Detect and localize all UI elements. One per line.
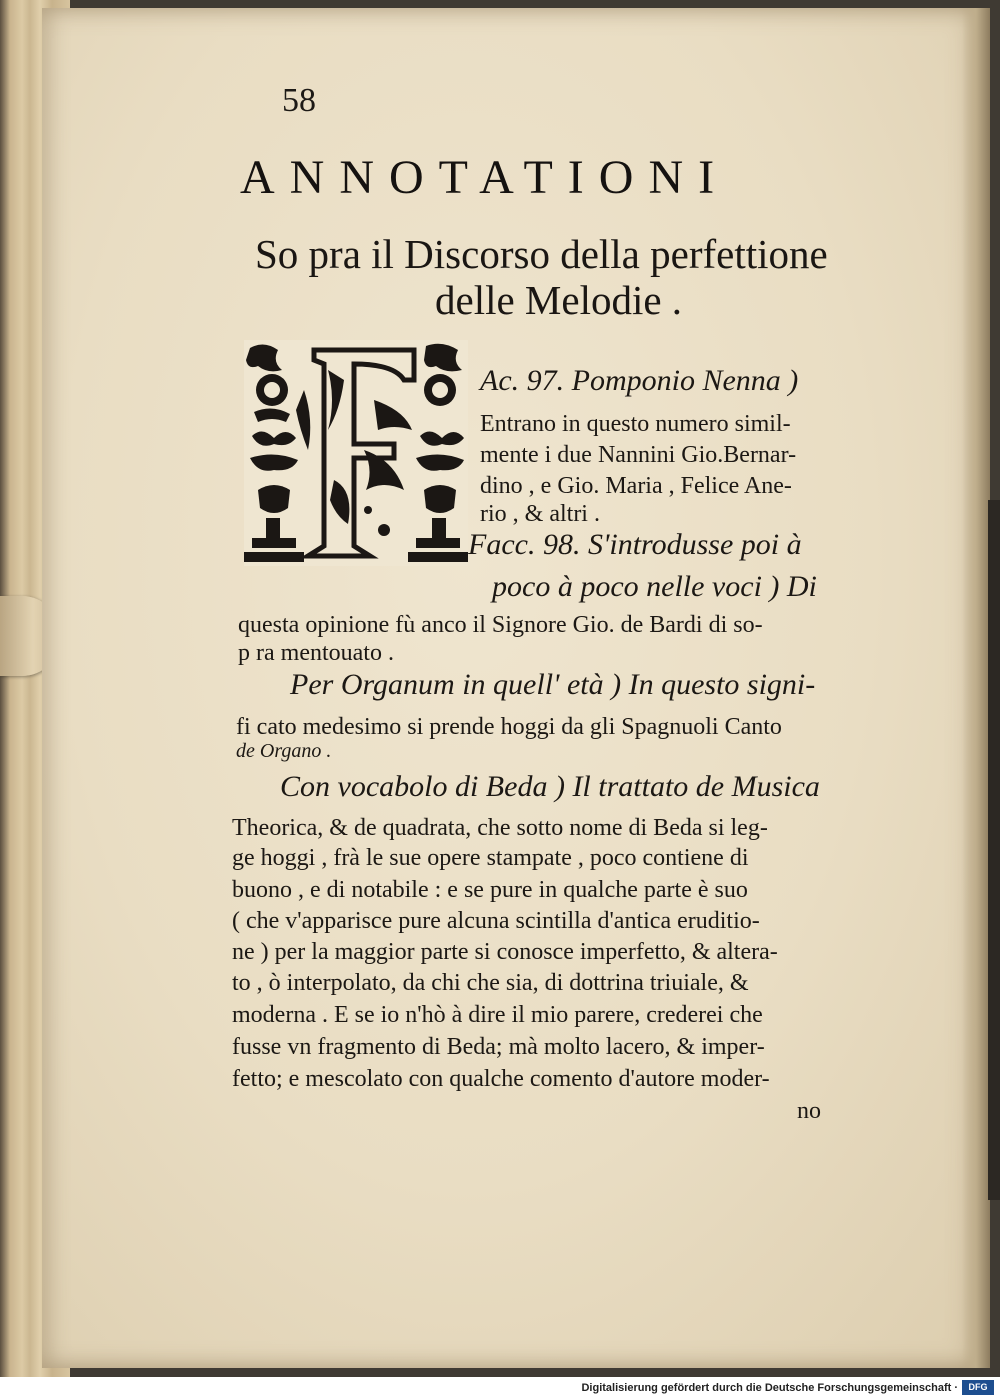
text-line: ne ) per la maggior parte si conosce imperfetto, & altera- — [232, 939, 778, 965]
subtitle-line-1: So pra il Discorso della perfettione — [255, 231, 828, 277]
footer-bar — [0, 1377, 1000, 1399]
text-line: fi cato medesimo si prende hoggi da gli Spagnuoli Canto — [236, 714, 782, 740]
text-line: p ra mentouato . — [238, 640, 394, 666]
subtitle-line-2: delle Melodie . — [435, 277, 683, 323]
page-edge-shadow — [962, 8, 990, 1368]
text-line: Theorica, & de quadrata, che sotto nome di Beda si leg- — [232, 815, 768, 841]
text-line: fetto; e mescolato con qualche comento d'autore moder- — [232, 1066, 770, 1092]
page-title: ANNOTATIONI — [240, 151, 730, 204]
catchword: no — [797, 1098, 821, 1124]
text-line: moderna . E se io n'hò à dire il mio parere, crederei che — [232, 1002, 763, 1028]
text-line: ge hoggi , frà le sue opere stampate , poco contiene di — [232, 845, 749, 871]
text-line: poco à poco nelle voci ) Di — [492, 570, 817, 603]
text-line: Facc. 98. S'introdusse poi à — [468, 528, 802, 561]
text-line: rio , & altri . — [480, 501, 600, 527]
woodcut-initial-f-icon — [244, 340, 468, 566]
footer-credit: Digitalisierung gefördert durch die Deutsche Forschungsgemeinschaft · — [581, 1382, 958, 1394]
text-line: to , ò interpolato, da chi che sia, di dottrina triuiale, & — [232, 970, 749, 996]
scale-bar — [988, 500, 1000, 1200]
text-line: dino , e Gio. Maria , Felice Ane- — [480, 473, 792, 499]
dfg-logo: DFG — [962, 1380, 994, 1395]
page-number: 58 — [282, 82, 316, 119]
text-line: fusse vn fragmento di Beda; mà molto lacero, & imper- — [232, 1034, 765, 1060]
text-line: buono , e di notabile : e se pure in qualche parte è suo — [232, 877, 748, 903]
text-line: Con vocabolo di Beda ) Il trattato de Musica — [280, 770, 820, 803]
text-line: Ac. 97. Pomponio Nenna ) — [480, 364, 799, 397]
text-line: de Organo . — [236, 740, 332, 762]
text-line: Per Organum in quell' età ) In questo signi- — [290, 668, 816, 701]
text-line: ( che v'apparisce pure alcuna scintilla d'antica eruditio- — [232, 908, 760, 934]
text-line: mente i due Nannini Gio.Bernar- — [480, 442, 797, 468]
text-line: Entrano in questo numero simil- — [480, 411, 791, 437]
text-line: questa opinione fù anco il Signore Gio. de Bardi di so- — [238, 612, 763, 638]
